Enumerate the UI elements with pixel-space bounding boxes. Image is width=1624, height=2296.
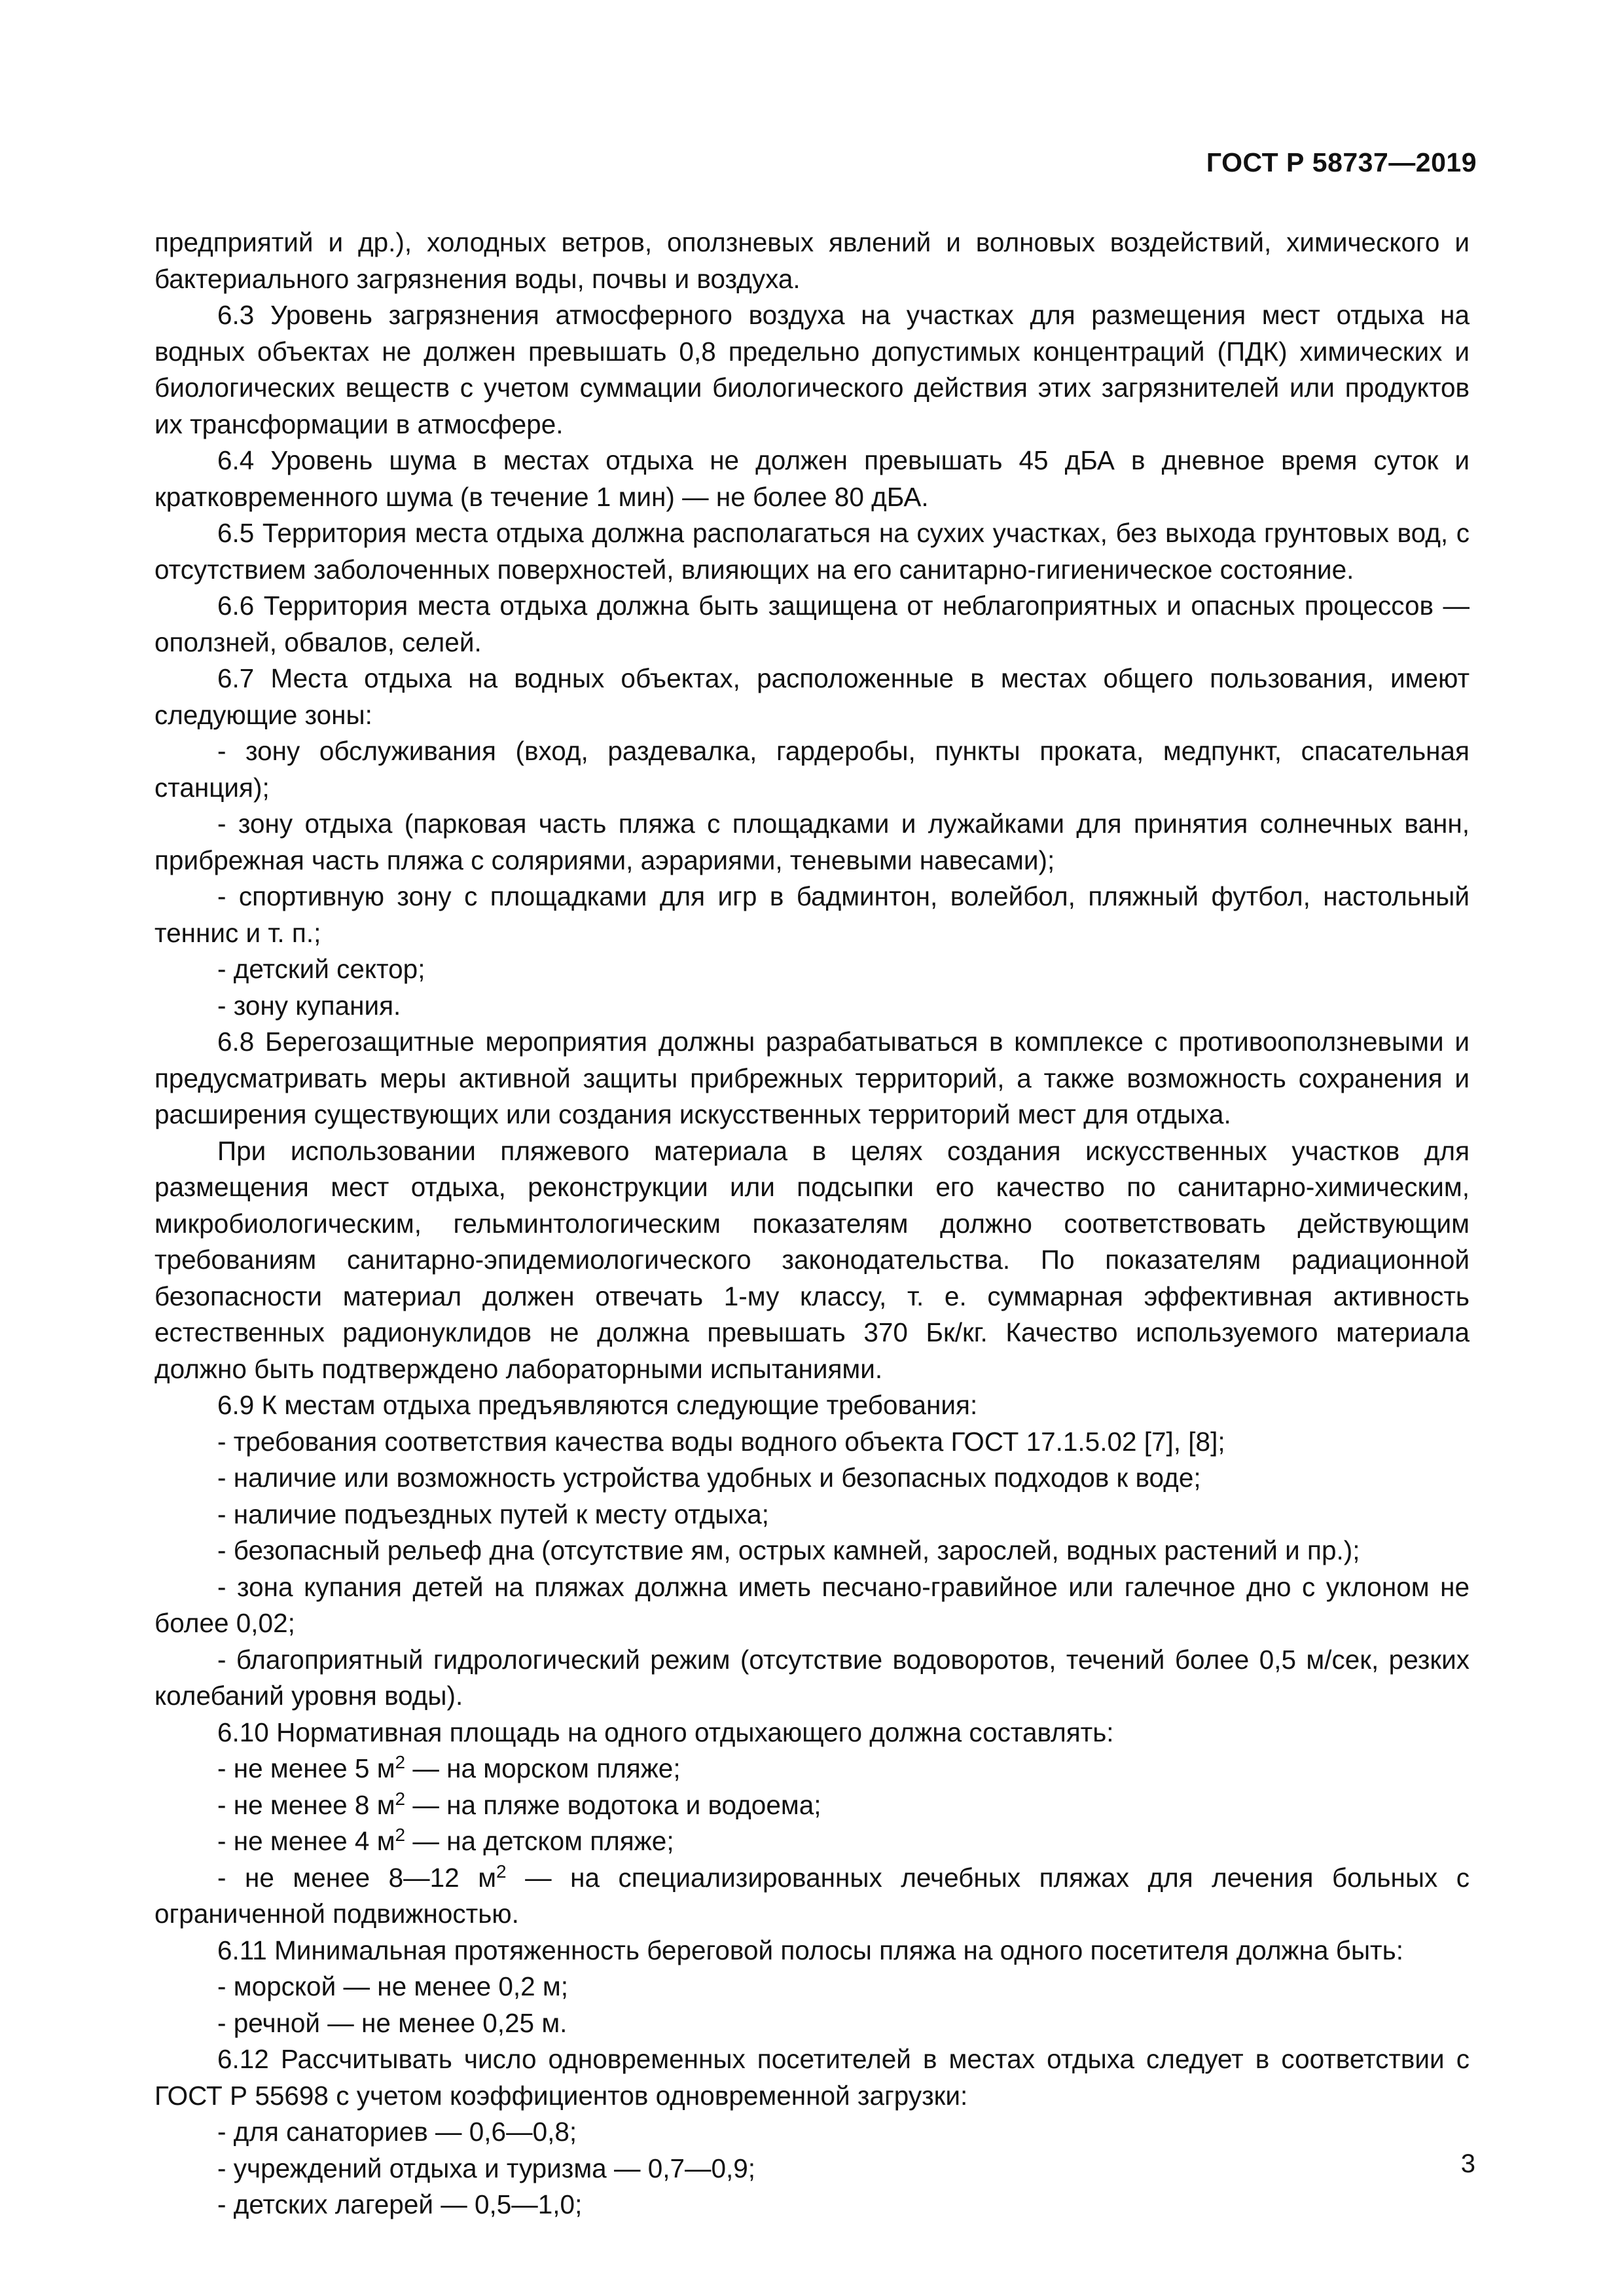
list-item: - речной — не менее 0,25 м.	[217, 2007, 568, 2038]
list-item: - не менее 8 $м^2$ — на пляже водотока и водоема;	[217, 1788, 821, 1820]
paragraph-6-5: 6.5 Территория места отдыха должна располагаться на сухих участках, без выхода грунтовых вод, с отсутствием заболоченных поверхностей, влияющих на его санитарно-гигиеническое состояние.	[154, 518, 1470, 585]
page-number: 3	[1460, 2149, 1475, 2178]
list-item: - безопасный рельеф дна (отсутствие ям, острых камней, зарослей, водных растений и пр.);	[217, 1535, 1360, 1565]
paragraph-6-6: 6.6 Территория места отдыха должна быть защищена от неблагоприятных и опасных процессов — оползней, обвалов, селей.	[154, 591, 1470, 657]
list-item: - наличие подъездных путей к месту отдыха;	[217, 1499, 769, 1529]
list-item: - детских лагерей — 0,5—1,0;	[217, 2189, 583, 2219]
list-item: - не менее 8—12 $м^2$ — на специализированных лечебных пляжах для лечения больных с ограниченной подвижностью.	[154, 1861, 1470, 1929]
paragraph-6-8: 6.8 Берегозащитные мероприятия должны разрабатываться в комплексе с противооползневыми и предусматривать меры активной защиты прибрежных территорий, а также возможность сохранения и расширения существующих или создания искусственных территорий мест для отдыха.	[154, 1027, 1470, 1129]
list-item: - благоприятный гидрологический режим (отсутствие водоворотов, течений более 0,5 м/сек, резких колебаний уровня воды).	[154, 1644, 1470, 1711]
paragraph-6-10: 6.10 Нормативная площадь на одного отдыхающего должна составлять:	[217, 1717, 1114, 1747]
list-item: - зону купания.	[217, 990, 401, 1021]
list-item: - зону отдыха (парковая часть пляжа с площадками и лужайками для принятия солнечных ванн, прибрежная часть пляжа с соляриями, аэрариями, теневыми навесами);	[154, 809, 1470, 875]
paragraph-6-8-beach-material: При использовании пляжевого материала в целях создания искусственных участков для размещения мест отдыха, реконструкции или подсыпки его качество по санитарно-химическим, микробиологическим, гельминтологическим показателям должно соответствовать действующим требованиям санитарно-эпидемиологического законодательства. По показателям радиационной безопасности материал должен отвечать 1-му классу, т. е. суммарная эффективная активность естественных радионуклидов не должна превышать 370 Бк/кг. Качество используемого материала должно быть подтверждено лабораторными испытаниями.	[154, 1135, 1470, 1384]
list-item: - зона купания детей на пляжах должна иметь песчано-гравийное или галечное дно с уклоном не более 0,02;	[154, 1571, 1470, 1638]
paragraph-6-7: 6.7 Места отдыха на водных объектах, расположенные в местах общего пользования, имеют следующие зоны:	[154, 663, 1470, 730]
document-code-header: ГОСТ Р 58737—2019	[1206, 147, 1477, 177]
list-item: - детский сектор;	[217, 954, 425, 984]
list-item: - учреждений отдыха и туризма — 0,7—0,9;	[217, 2153, 756, 2183]
list-item: - морской — не менее 0,2 м;	[217, 1971, 569, 2001]
paragraph-6-11: 6.11 Минимальная протяженность береговой полосы пляжа на одного посетителя должна быть:	[217, 1935, 1403, 1965]
list-item: - требования соответствия качества воды водного объекта ГОСТ 17.1.5.02 [7], [8];	[217, 1426, 1225, 1457]
list-item: - зону обслуживания (вход, раздевалка, гардеробы, пункты проката, медпункт, спасательная станция);	[154, 736, 1470, 803]
list-item: - не менее 5 $м^2$ — на морском пляже;	[217, 1752, 681, 1783]
paragraph-6-3: 6.3 Уровень загрязнения атмосферного воздуха на участках для размещения мест отдыха на водных объектах не должен превышать 0,8 предельно допустимых концентраций (ПДК) химических и биологических веществ с учетом суммации биологического действия этих загрязнителей или продуктов их трансформации в атмосфере.	[154, 300, 1470, 439]
list-item: - наличие или возможность устройства удобных и безопасных подходов к воде;	[217, 1463, 1201, 1493]
document-body	[154, 225, 1470, 2223]
paragraph-continuation: предприятий и др.), холодных ветров, оползневых явлений и волновых воздействий, химического и бактериального загрязнения воды, почвы и воздуха.	[154, 227, 1470, 294]
list-item: - спортивную зону с площадками для игр в бадминтон, волейбол, пляжный футбол, настольный теннис и т. п.;	[154, 881, 1470, 948]
list-item: - не менее 4 $м^2$ — на детском пляже;	[217, 1825, 674, 1856]
list-item: - для санаториев — 0,6—0,8;	[217, 2117, 577, 2147]
paragraph-6-9: 6.9 К местам отдыха предъявляются следующие требования:	[217, 1390, 978, 1420]
paragraph-6-12: 6.12 Рассчитывать число одновременных посетителей в местах отдыха следует в соответствии с ГОСТ Р 55698 с учетом коэффициентов одновременной загрузки:	[154, 2044, 1470, 2111]
paragraph-6-4: 6.4 Уровень шума в местах отдыха не должен превышать 45 дБА в дневное время суток и кратковременного шума (в течение 1 мин) — не более 80 дБА.	[154, 445, 1470, 512]
